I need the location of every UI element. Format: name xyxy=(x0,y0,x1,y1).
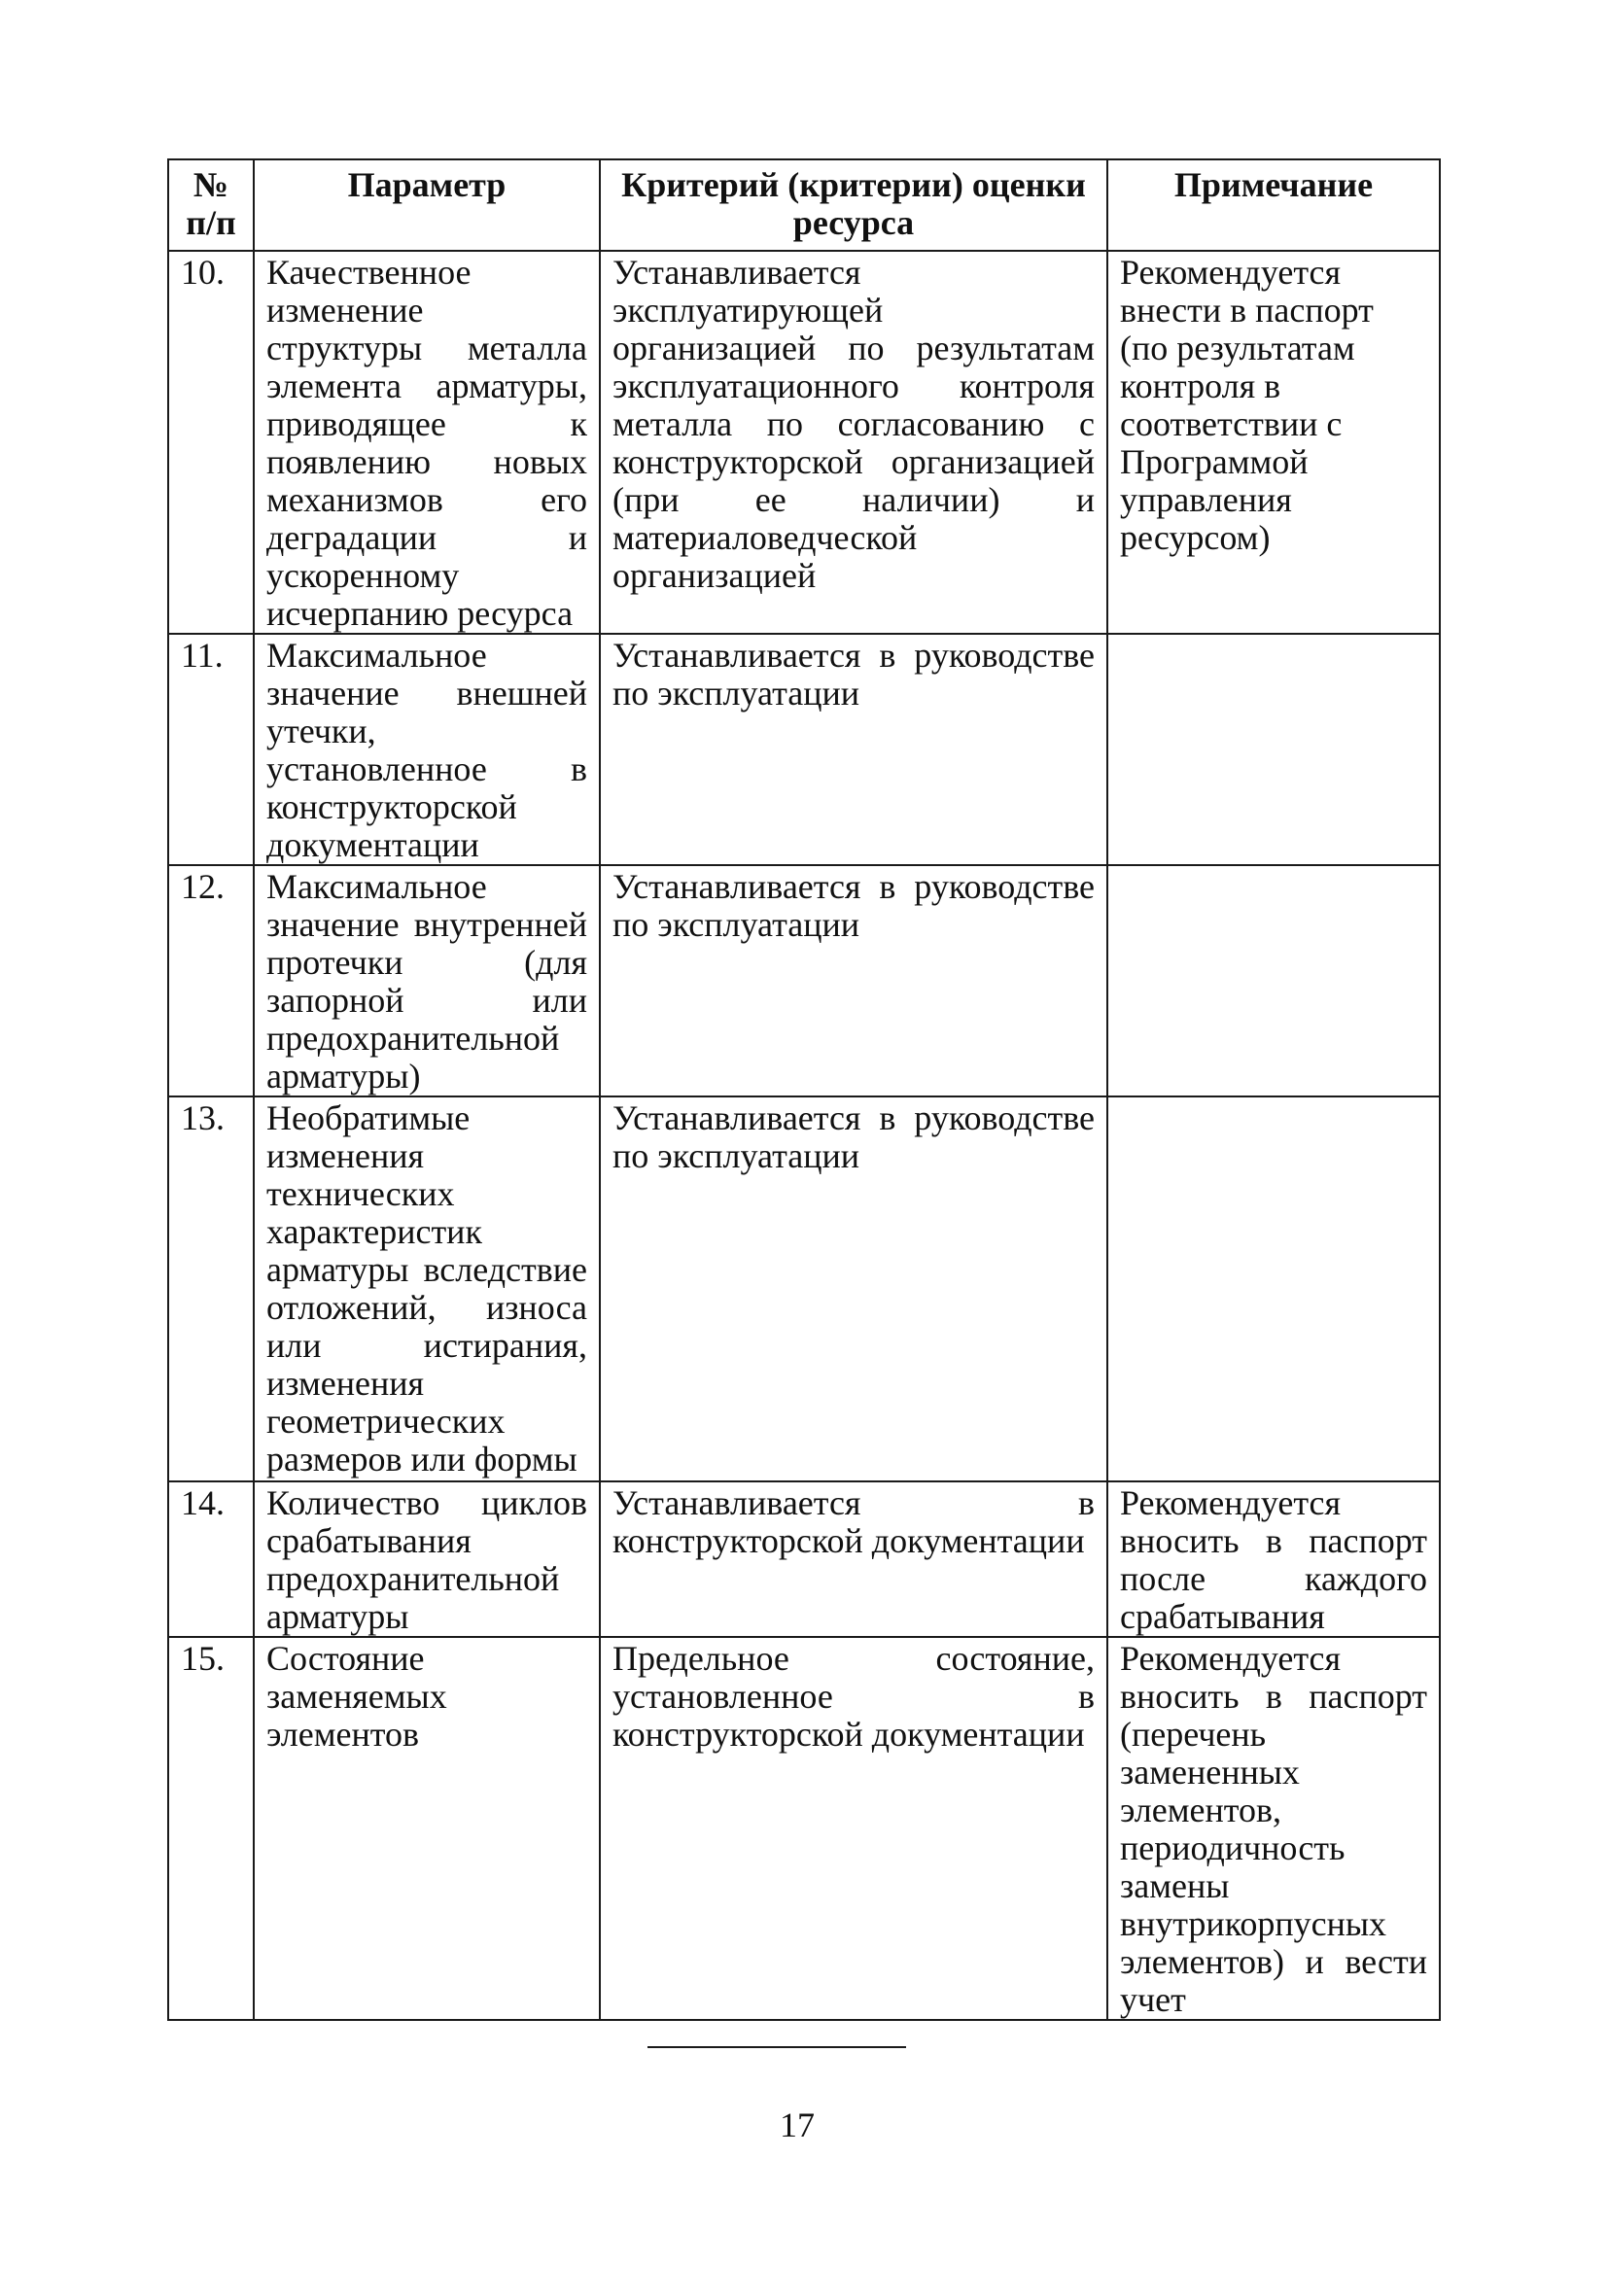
row-parameter: Количество циклов срабатывания предохранительной арматуры xyxy=(254,1481,600,1637)
row-note xyxy=(1107,634,1440,865)
row-criterion: Устанавливается в руководстве по эксплуатации xyxy=(600,634,1107,865)
resource-criteria-table xyxy=(167,158,1441,2021)
row-note: Рекомендуется вносить в паспорт (перечень замененных элементов, периодичность замены внутрикорпусных элементов) и вести учет xyxy=(1107,1637,1440,2020)
row-parameter: Максимальное значение внешней утечки, установленное в конструкторской документации xyxy=(254,634,600,865)
row-number: 12. xyxy=(168,865,254,1096)
row-number: 14. xyxy=(168,1481,254,1637)
row-parameter: Состояние заменяемых элементов xyxy=(254,1637,600,2020)
row-note xyxy=(1107,865,1440,1096)
header-criterion: Критерий (критерии) оценки ресурса xyxy=(600,159,1107,251)
row-note xyxy=(1107,1096,1440,1481)
row-number: 11. xyxy=(168,634,254,865)
header-parameter: Параметр xyxy=(254,159,600,251)
table-header-row xyxy=(168,159,1440,251)
header-num: № п/п xyxy=(168,159,254,251)
row-criterion: Устанавливается эксплуатирующей организацией по результатам эксплуатационного контроля металла по согласованию с конструкторской организацией (при ее наличии) и материаловедческой организацией xyxy=(600,251,1107,634)
row-criterion: Предельное состояние, установленное в конструкторской документации xyxy=(600,1637,1107,2020)
table-row xyxy=(168,1637,1440,2020)
row-number: 15. xyxy=(168,1637,254,2020)
table-row xyxy=(168,1481,1440,1637)
row-parameter: Необратимые изменения технических характеристик арматуры вследствие отложений, износа или истирания, изменения геометрических размеров или формы xyxy=(254,1096,600,1481)
table-body xyxy=(168,251,1440,2020)
row-number: 10. xyxy=(168,251,254,634)
row-parameter: Максимальное значение внутренней протечки (для запорной или предохранительной арматуры) xyxy=(254,865,600,1096)
table-row xyxy=(168,865,1440,1096)
row-criterion: Устанавливается в руководстве по эксплуатации xyxy=(600,1096,1107,1481)
row-note: Рекомендуется внести в паспорт (по результатам контроля в соответствии с Программой управления ресурсом) xyxy=(1107,251,1440,634)
header-note: Примечание xyxy=(1107,159,1440,251)
row-number: 13. xyxy=(168,1096,254,1481)
row-parameter: Качественное изменение структуры металла элемента арматуры, приводящее к появлению новых механизмов его деградации и ускоренному исчерпанию ресурса xyxy=(254,251,600,634)
table-row xyxy=(168,634,1440,865)
row-note: Рекомендуется вносить в паспорт после каждого срабатывания xyxy=(1107,1481,1440,1637)
table-row xyxy=(168,1096,1440,1481)
row-criterion: Устанавливается в руководстве по эксплуатации xyxy=(600,865,1107,1096)
table-header xyxy=(168,159,1440,251)
page-number: 17 xyxy=(780,2105,815,2144)
row-criterion: Устанавливается в конструкторской документации xyxy=(600,1481,1107,1637)
table-row xyxy=(168,251,1440,634)
footnote-divider xyxy=(647,2046,906,2048)
